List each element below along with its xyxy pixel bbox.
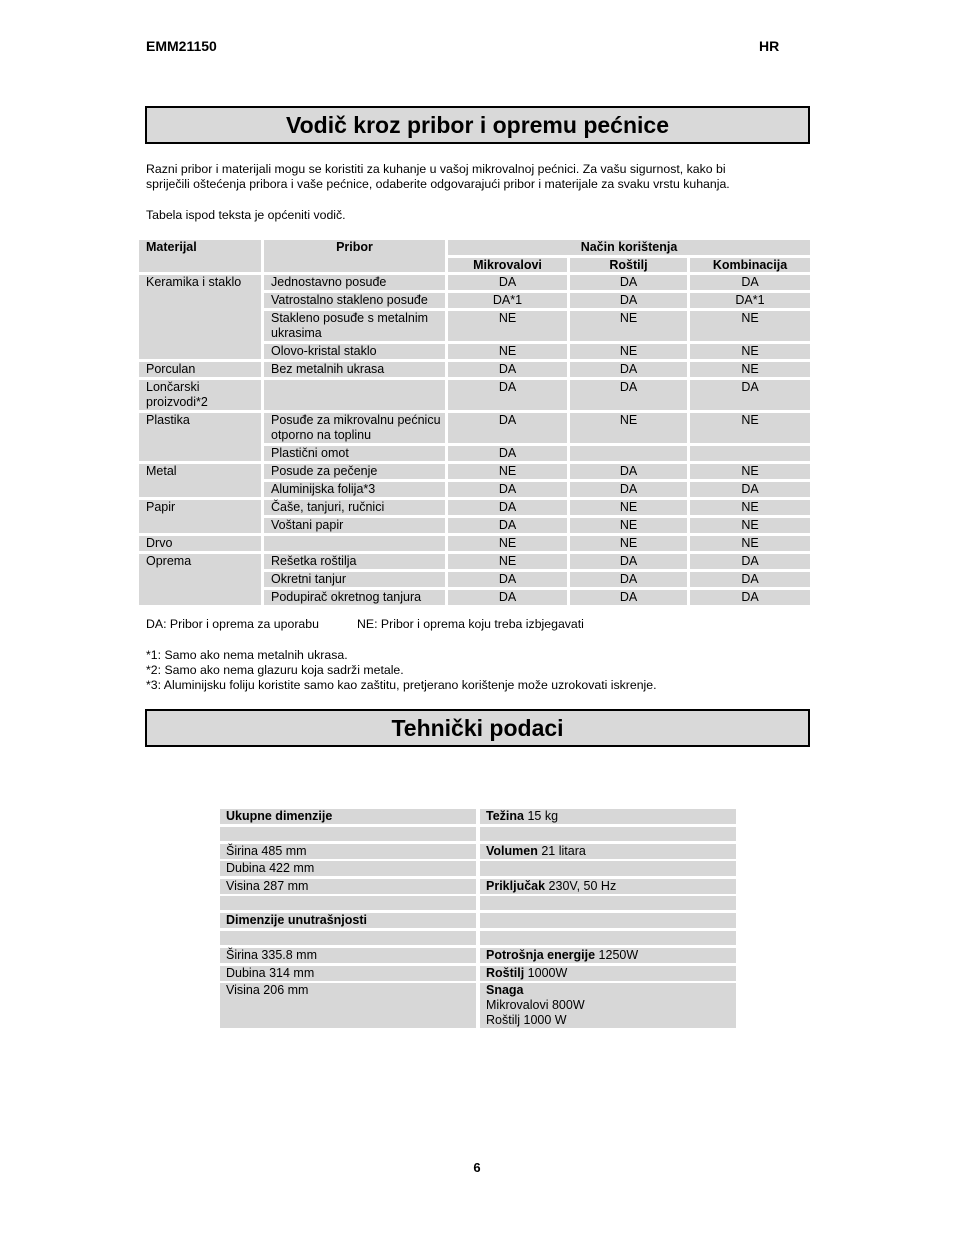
material-cell: Plastika: [139, 413, 261, 461]
combination-value: NE: [690, 500, 810, 515]
grill-value: DA: [570, 590, 687, 605]
accessory-item: Rešetka roštilja: [264, 554, 445, 569]
model-number: EMM21150: [146, 38, 217, 54]
grill-value: DA: [570, 482, 687, 497]
combination-value: DA: [690, 380, 810, 410]
footnote-3: *3: Aluminijsku foliju koristite samo kao zaštitu, pretjerano korištenje može uzrokovati iskrenje.: [146, 678, 657, 692]
interior-dimensions-title: Dimenzije unutrašnjosti: [220, 913, 476, 928]
microwave-value: DA: [448, 413, 567, 443]
spacer-cell: [220, 896, 476, 910]
microwave-value: DA: [448, 446, 567, 461]
spacer-cell: [480, 913, 736, 928]
connection-value: 230V, 50 Hz: [545, 879, 617, 893]
power-microwave: Mikrovalovi 800W: [486, 998, 585, 1012]
accessory-item: Vatrostalno stakleno posuđe: [264, 293, 445, 308]
weight-label: Težina: [486, 809, 524, 823]
accessory-item: Okretni tanjur: [264, 572, 445, 587]
energy-row: [480, 948, 736, 963]
grill-value: DA: [570, 572, 687, 587]
combination-value: NE: [690, 464, 810, 479]
microwave-value: DA: [448, 275, 567, 290]
grill-row: [480, 966, 736, 981]
microwave-value: NE: [448, 311, 567, 341]
spacer-cell: [220, 931, 476, 945]
combination-value: DA: [690, 482, 810, 497]
connection-row: [480, 879, 736, 894]
spacer-cell: [480, 827, 736, 841]
intro-note: Tabela ispod teksta je općeniti vodič.: [146, 208, 346, 222]
grill-value: NE: [570, 413, 687, 443]
energy-label: Potrošnja energije: [486, 948, 596, 962]
grill-value: DA: [570, 464, 687, 479]
grill-value: NE: [570, 518, 687, 533]
accessory-item: Čaše, tanjuri, ručnici: [264, 500, 445, 515]
grill-value: NE: [570, 344, 687, 359]
accessory-item: Plastični omot: [264, 446, 445, 461]
volume-row: [480, 844, 736, 859]
legend-da: DA: Pribor i oprema za uporabu: [146, 617, 319, 631]
accessory-item: Podupirač okretnog tanjura: [264, 590, 445, 605]
intro-line-2: spriječili oštećenja pribora i vaše pećnice, odaberite odgovarajući pribor i materijale za svaku vrstu kuhanja.: [146, 177, 730, 191]
spacer-cell: [480, 931, 736, 945]
microwave-value: DA: [448, 362, 567, 377]
accessory-item: Olovo-kristal staklo: [264, 344, 445, 359]
header-combination: Kombinacija: [690, 258, 810, 272]
accessory-item: Posude za pečenje: [264, 464, 445, 479]
microwave-value: DA: [448, 500, 567, 515]
microwave-value: NE: [448, 536, 567, 551]
overall-dimensions-title: Ukupne dimenzije: [220, 809, 476, 824]
material-cell: Lončarski proizvodi*2: [139, 380, 261, 410]
page-number: 6: [473, 1160, 481, 1175]
microwave-value: NE: [448, 344, 567, 359]
interior-depth: Dubina 314 mm: [220, 966, 476, 981]
combination-value: DA: [690, 590, 810, 605]
language-code: HR: [759, 38, 780, 54]
grill-value: DA: [570, 293, 687, 308]
volume-label: Volumen: [486, 844, 538, 858]
microwave-value: DA: [448, 518, 567, 533]
material-cell: Papir: [139, 500, 261, 533]
microwave-value: DA*1: [448, 293, 567, 308]
microwave-value: NE: [448, 464, 567, 479]
accessory-item: Stakleno posuđe s metalnim ukrasima: [264, 311, 445, 341]
grill-value: DA: [570, 554, 687, 569]
spacer-cell: [480, 861, 736, 876]
intro-paragraph: [146, 162, 826, 192]
spacer-cell: [480, 896, 736, 910]
header-grill: Roštilj: [570, 258, 687, 272]
accessory-item: Posuđe za mikrovalnu pećnicu otporno na toplinu: [264, 413, 445, 443]
accessory-item: [264, 380, 445, 410]
combination-value: NE: [690, 518, 810, 533]
accessory-item: [264, 536, 445, 551]
microwave-value: DA: [448, 482, 567, 497]
combination-value: NE: [690, 344, 810, 359]
weight-row: [480, 809, 736, 824]
header-microwave: Mikrovalovi: [448, 258, 567, 272]
header-pribor: Pribor: [264, 240, 445, 272]
grill-value: DA: [570, 380, 687, 410]
overall-depth: Dubina 422 mm: [220, 861, 476, 876]
combination-value: DA: [690, 572, 810, 587]
power-grill: Roštilj 1000 W: [486, 1013, 567, 1027]
connection-label: Priključak: [486, 879, 546, 893]
microwave-value: DA: [448, 380, 567, 410]
combination-value: NE: [690, 536, 810, 551]
interior-width: Širina 335.8 mm: [220, 948, 476, 963]
header-usage: Način korištenja: [448, 240, 810, 255]
legend-ne: NE: Pribor i oprema koju treba izbjegavati: [357, 617, 584, 631]
grill-value: NE: [570, 500, 687, 515]
grill-value: DA: [570, 362, 687, 377]
material-cell: Metal: [139, 464, 261, 497]
grill-value: 1000W: [524, 966, 568, 980]
combination-value: [690, 446, 810, 461]
section-title-accessories: Vodič kroz pribor i opremu pećnice: [145, 106, 810, 144]
footnote-1: *1: Samo ako nema metalnih ukrasa.: [146, 648, 348, 662]
combination-value: NE: [690, 311, 810, 341]
power-cell: [480, 983, 736, 1028]
energy-value: 1250W: [595, 948, 639, 962]
accessory-item: Jednostavno posuđe: [264, 275, 445, 290]
weight-value: 15 kg: [523, 809, 559, 823]
grill-value: NE: [570, 311, 687, 341]
grill-value: DA: [570, 275, 687, 290]
spacer-cell: [220, 827, 476, 841]
microwave-value: DA: [448, 572, 567, 587]
overall-height: Visina 287 mm: [220, 879, 476, 894]
accessory-item: Aluminijska folija*3: [264, 482, 445, 497]
material-cell: Keramika i staklo: [139, 275, 261, 359]
section-title-technical: Tehnički podaci: [145, 709, 810, 747]
combination-value: NE: [690, 362, 810, 377]
combination-value: NE: [690, 413, 810, 443]
microwave-value: NE: [448, 554, 567, 569]
grill-value: NE: [570, 536, 687, 551]
grill-label: Roštilj: [486, 966, 525, 980]
accessory-item: Voštani papir: [264, 518, 445, 533]
material-cell: Porculan: [139, 362, 261, 377]
volume-value: 21 litara: [537, 844, 586, 858]
intro-line-1: Razni pribor i materijali mogu se koristiti za kuhanje u vašoj mikrovalnoj pećnici. Za vašu sigurnost, kako bi: [146, 162, 726, 176]
material-cell: Oprema: [139, 554, 261, 605]
microwave-value: DA: [448, 590, 567, 605]
material-cell: Drvo: [139, 536, 261, 551]
overall-width: Širina 485 mm: [220, 844, 476, 859]
footnote-2: *2: Samo ako nema glazuru koja sadrži metale.: [146, 663, 404, 677]
combination-value: DA: [690, 554, 810, 569]
grill-value: [570, 446, 687, 461]
header-material: Materijal: [139, 240, 261, 272]
interior-height: Visina 206 mm: [220, 983, 476, 1028]
accessory-item: Bez metalnih ukrasa: [264, 362, 445, 377]
combination-value: DA: [690, 275, 810, 290]
combination-value: DA*1: [690, 293, 810, 308]
power-label: Snaga: [486, 983, 524, 997]
